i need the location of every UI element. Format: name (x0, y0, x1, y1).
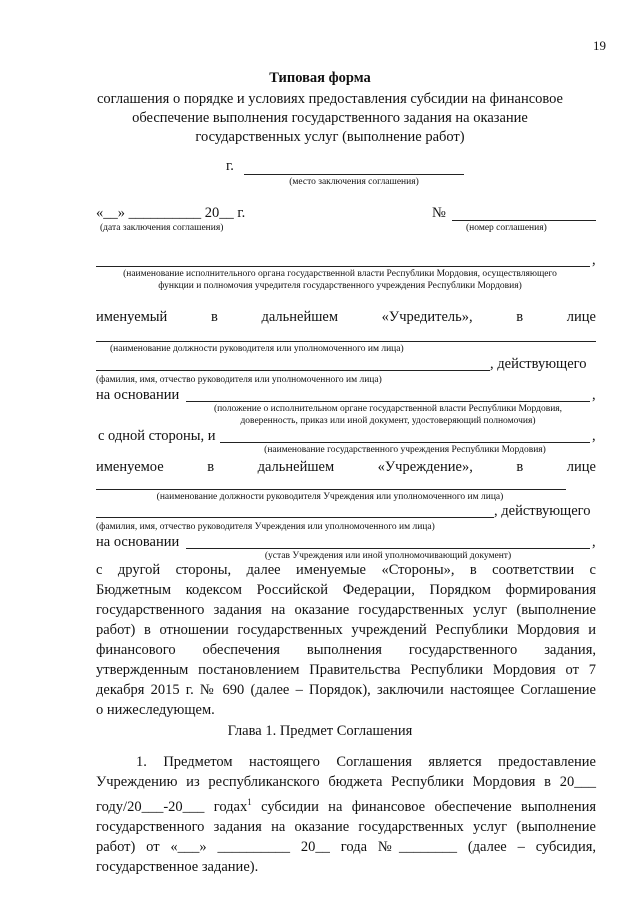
institution-acting: , действующего (494, 503, 591, 519)
clause-1-paragraph: 1. Предметом настоящего Соглашения является предоставление Учреждению из республиканского бюджета Республики Мордовия в 20___ году/20___-20___ годах$^1$ субсидии на финансовое обеспечение выполнения государственного задания на оказание государственных услуг (выполнение работ) от «___» __________ 20__ года №________ (далее – субсидия, государственное задание). (96, 754, 597, 875)
institution-basis-field[interactable] (186, 548, 590, 549)
founder-comma: , (592, 252, 596, 268)
institution-position-caption: (наименование должности руководителя Учреждения или уполномоченного им лица) (156, 492, 504, 502)
number-prefix: № (432, 205, 446, 221)
number-field[interactable] (452, 220, 596, 221)
institution-comma: , (592, 428, 596, 444)
institution-basis-caption: (устав Учреждения или иной уполномочивающий документ) (264, 551, 512, 561)
founder-named-line: именуемый в дальнейшем «Учредитель», в лице (96, 309, 596, 325)
founder-caption: (наименование исполнительного органа государственной власти Республики Мордовия, осуществляющего функции и полномочия учредителя государственного учреждения Республики Мордовия) (123, 269, 557, 291)
founder-basis-comma: , (592, 387, 596, 403)
institution-fio-caption: (фамилия, имя, отчество руководителя Учреждения или уполномоченного им лица) (96, 522, 435, 532)
institution-basis-label: на основании (96, 534, 180, 550)
founder-position-field[interactable] (96, 341, 596, 342)
founder-basis-field[interactable] (186, 401, 590, 402)
founder-basis-caption: (положение о исполнительном органе государственной власти Республики Мордовия, доверенность, приказ или иной документ, удостоверяющий полномочия) (213, 404, 563, 426)
institution-named-line: именуемое в дальнейшем «Учреждение», в лице (96, 459, 596, 475)
number-caption: (номер соглашения) (466, 223, 547, 233)
founder-position-caption: (наименование должности руководителя или уполномоченного им лица) (110, 344, 404, 354)
founder-fio-field[interactable] (96, 370, 490, 371)
one-side-text: с одной стороны, и (98, 428, 216, 444)
institution-fio-field[interactable] (96, 517, 494, 518)
institution-position-field[interactable] (96, 489, 566, 490)
institution-caption: (наименование государственного учреждения Республики Мордовия) (264, 445, 546, 455)
footnote-marker[interactable]: 1 (247, 797, 252, 807)
founder-acting: , действующего (490, 356, 587, 372)
place-field[interactable] (244, 174, 464, 175)
preamble-paragraph: с другой стороны, далее именуемые «Стороны», в соответствии с Бюджетным кодексом Российской Федерации, Порядком формирования государственного задания на оказание государственных услуг (выполнение работ) в отношении государственных учреждений Республики Мордовия и финансового обеспечения выполнения государственного задания, утвержденным постановлением Правительства Республики Мордовия от 7 декабря 2015 г. № 690 (далее – Порядок), заключили настоящее Соглашение о нижеследующем. (96, 562, 596, 718)
institution-basis-comma: , (592, 534, 596, 550)
founder-basis-label: на основании (96, 387, 180, 403)
date-field[interactable]: «__» __________ 20__ г. (96, 205, 246, 221)
form-title: Типовая форма (269, 70, 371, 86)
date-caption: (дата заключения соглашения) (100, 223, 224, 233)
place-prefix: г. (226, 158, 234, 174)
institution-name-field[interactable] (220, 442, 590, 443)
place-caption: (место заключения соглашения) (289, 177, 419, 187)
founder-name-field[interactable] (96, 266, 590, 267)
form-subtitle: соглашения о порядке и условиях предоставления субсидии на финансовое обеспечение выполнения государственного задания на оказание государственных услуг (выполнение работ) (96, 91, 563, 145)
founder-fio-caption: (фамилия, имя, отчество руководителя или уполномоченного им лица) (96, 375, 382, 385)
page-number: 19 (593, 38, 606, 53)
chapter-title: Глава 1. Предмет Соглашения (227, 723, 413, 739)
